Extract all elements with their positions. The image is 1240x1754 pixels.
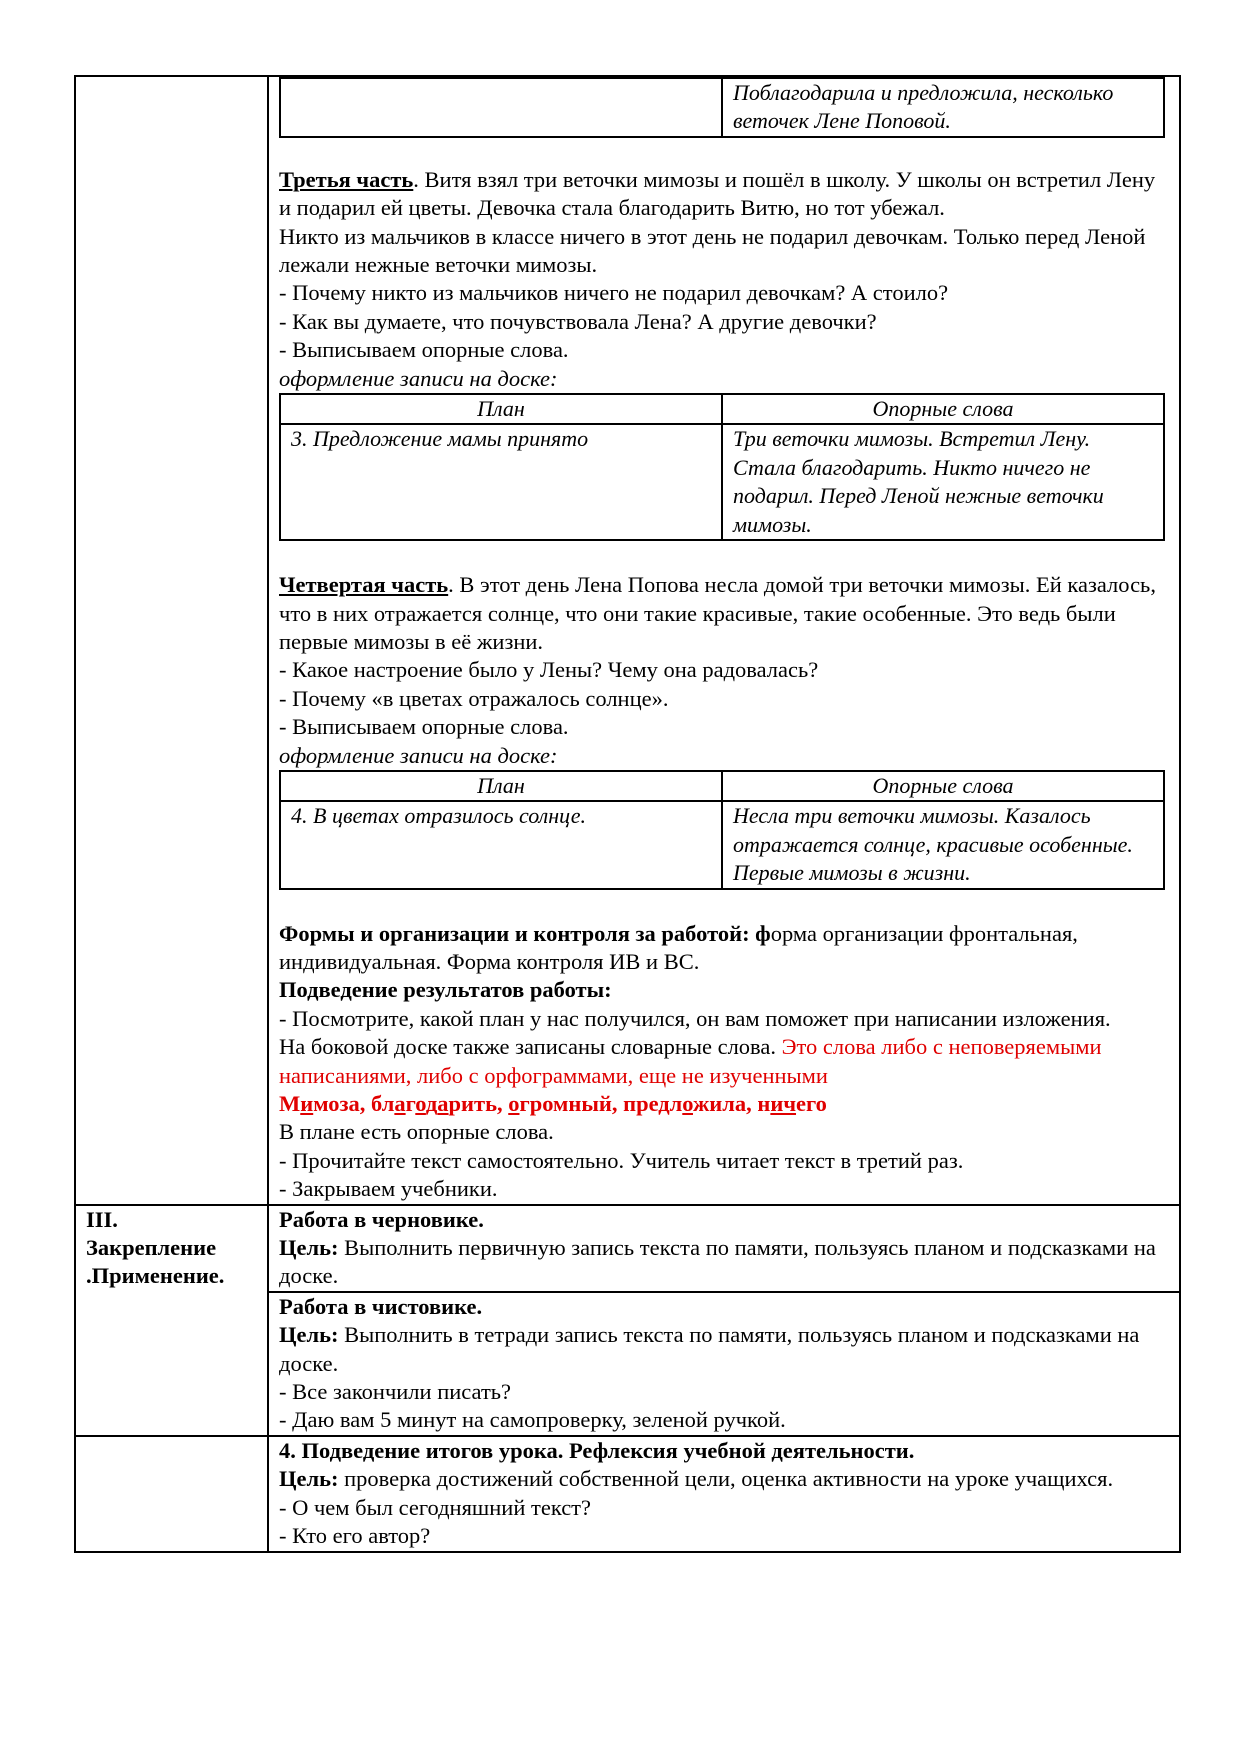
stage-4-row [75, 1436, 1180, 1552]
vocab-part: М [279, 1091, 301, 1116]
results-label: Подведение результатов работы: [279, 977, 612, 1003]
header-keywords: Опорные слова [722, 771, 1164, 801]
goal-text: проверка достижений собственной цели, оценка активности на уроке учащихся. [338, 1466, 1114, 1492]
stage-2-row [75, 76, 1180, 1205]
vocab-part: громный, предл [519, 1091, 683, 1116]
keywords-cell: Несла три веточки мимозы. Казалось отражается солнце, красивые особенные. Первые мимозы в жизни. [722, 801, 1164, 888]
stage-4-title: 4. Подведение итогов урока. Рефлексия учебной деятельности. [279, 1437, 915, 1463]
vocab-part: жила, н [692, 1091, 771, 1116]
stage-3-number: III. [86, 1206, 118, 1232]
draft-title: Работа в черновике. [279, 1206, 484, 1232]
results-line-2-red: Это слова либо с неповеряемыми написаниями, либо с орфограммами, еще не изученными [279, 1034, 1102, 1088]
vocab-part: , бл [359, 1091, 395, 1116]
keywords-cell: Поблагодарила и предложила, несколько веточек Лене Поповой. [722, 78, 1164, 137]
forms-text: орма организации фронтальная, индивидуальная. Форма контроля ИВ и ВС. [279, 920, 1078, 974]
stage-4-goal [279, 1465, 1169, 1493]
results-line-5: - Закрываем учебники. [279, 1176, 498, 1202]
plan-cell: 4. В цветах отразилось солнце. [280, 801, 722, 888]
table-header-row [280, 771, 1164, 801]
stage-3-draft-row [75, 1205, 1180, 1292]
lesson-plan-page [74, 75, 1177, 1553]
results-line-2-black: На боковой доске также записаны словарные слова. [279, 1034, 782, 1060]
part4-text: В этот день Лена Попова несла домой три веточки мимозы. Ей казалось, что в них отражается солнце, что они такие красивые, такие особенные. Это ведь были первые мимозы в её жизни. [279, 572, 1156, 654]
results-line-4: - Прочитайте текст самостоятельно. Учитель читает текст в третий раз. [279, 1147, 964, 1173]
stage-4-label-cell [75, 1436, 268, 1552]
vocab-part: д [425, 1091, 438, 1116]
goal-label: Цель: [279, 1322, 339, 1348]
part3-text: Витя взял три веточки мимозы и пошёл в школу. У школы он встретил Лену и подарил ей цветы. Девочка стала благодарить Витю, но тот убежал. [279, 166, 1156, 221]
part3-text2: Никто из мальчиков в классе ничего в этот день не подарил девочкам. Только перед Леной лежали нежные веточки мимозы. [279, 223, 1146, 278]
stage-label-cell [75, 76, 268, 1205]
goal-text: Выполнить первичную запись текста по памяти, пользуясь планом и подсказками на доске. [279, 1235, 1156, 1289]
stage-4-content-cell [268, 1436, 1180, 1552]
results-line-3: В плане есть опорные слова. [279, 1119, 554, 1145]
results-line-2 [279, 1033, 1169, 1090]
part4-heading: Четвертая часть [279, 572, 449, 598]
table-header-row [280, 394, 1164, 424]
final-work-cell [268, 1292, 1180, 1436]
draft-goal [279, 1234, 1169, 1291]
part4-paragraph [279, 571, 1169, 656]
forms-paragraph [279, 920, 1169, 977]
board-table-row [280, 78, 1164, 137]
goal-label: Цель: [279, 1466, 339, 1492]
header-plan: План [280, 394, 722, 424]
part3-question-1: - Почему никто из мальчиков ничего не подарил девочкам? А стоило? [279, 280, 949, 306]
part4-heading-suffix: . [448, 572, 454, 598]
goal-text: Выполнить в тетради запись текста по памяти, пользуясь планом и подсказками на доске. [279, 1322, 1140, 1376]
stage-3-title-line-2: .Применение. [86, 1263, 225, 1289]
part4-question-1: - Какое настроение было у Лены? Чему она радовалась? [279, 657, 819, 683]
vocab-part: моза [313, 1091, 360, 1116]
part4-question-3: - Выписываем опорные слова. [279, 714, 569, 740]
part4-question-2: - Почему «в цветах отражалось солнце». [279, 685, 669, 711]
vocab-underlined-letter: а [437, 1091, 449, 1116]
results-line-1: - Посмотрите, какой план у нас получился, он вам поможет при написании изложения. [279, 1005, 1111, 1031]
vocab-underlined-letter: о [508, 1091, 520, 1116]
plan-cell: 3. Предложение мамы принято [280, 424, 722, 540]
stage-4-question-2: - Кто его автор? [279, 1523, 431, 1549]
plan-cell [280, 78, 722, 137]
stage-4-question-1: - О чем был сегодняшний текст? [279, 1494, 592, 1520]
vocabulary-words [279, 1090, 1169, 1118]
vocab-underlined-letter: о [682, 1091, 693, 1116]
header-plan: План [280, 771, 722, 801]
forms-label: Формы и организации и контроля за работой: ф [279, 920, 771, 946]
vocab-underlined-letter: о [415, 1091, 426, 1116]
part3-board-label: оформление записи на доске: [279, 365, 558, 391]
table-row [280, 424, 1164, 540]
vocab-underlined-letter: а [394, 1091, 406, 1116]
final-goal [279, 1321, 1169, 1378]
header-keywords: Опорные слова [722, 394, 1164, 424]
vocab-underlined-letter: и [300, 1091, 314, 1116]
final-question-2: - Даю вам 5 минут на самопроверку, зеленой ручкой. [279, 1407, 786, 1433]
final-title: Работа в чистовике. [279, 1293, 483, 1319]
draft-work-cell [268, 1205, 1180, 1292]
part3-question-3: - Выписываем опорные слова. [279, 337, 569, 363]
stage-3-label-cell [75, 1205, 268, 1436]
part4-board-label: оформление записи на доске: [279, 742, 558, 768]
lesson-plan-table [74, 75, 1181, 1553]
part3-board-table [279, 393, 1165, 541]
vocab-part: его [796, 1091, 827, 1116]
part3-paragraph [279, 166, 1169, 223]
table-row [280, 801, 1164, 888]
vocab-part: г [405, 1091, 416, 1116]
part3-heading-suffix: . [413, 166, 419, 192]
stage-3-title-line-1: Закрепление [86, 1235, 217, 1261]
goal-label: Цель: [279, 1235, 339, 1261]
part3-heading: Третья часть [279, 166, 414, 192]
keywords-cell: Три веточки мимозы. Встретил Лену. Стала благодарить. Никто ничего не подарил. Перед Леной нежные веточки мимозы. [722, 424, 1164, 540]
part4-board-table [279, 770, 1165, 890]
vocab-underlined-letter: ич [770, 1091, 797, 1116]
part3-question-2: - Как вы думаете, что почувствовала Лена? А другие девочки? [279, 308, 877, 334]
stage-content-cell [268, 76, 1180, 1205]
board-table-continued [279, 77, 1165, 138]
vocab-part: рить, [448, 1091, 509, 1116]
final-question-1: - Все закончили писать? [279, 1379, 512, 1405]
